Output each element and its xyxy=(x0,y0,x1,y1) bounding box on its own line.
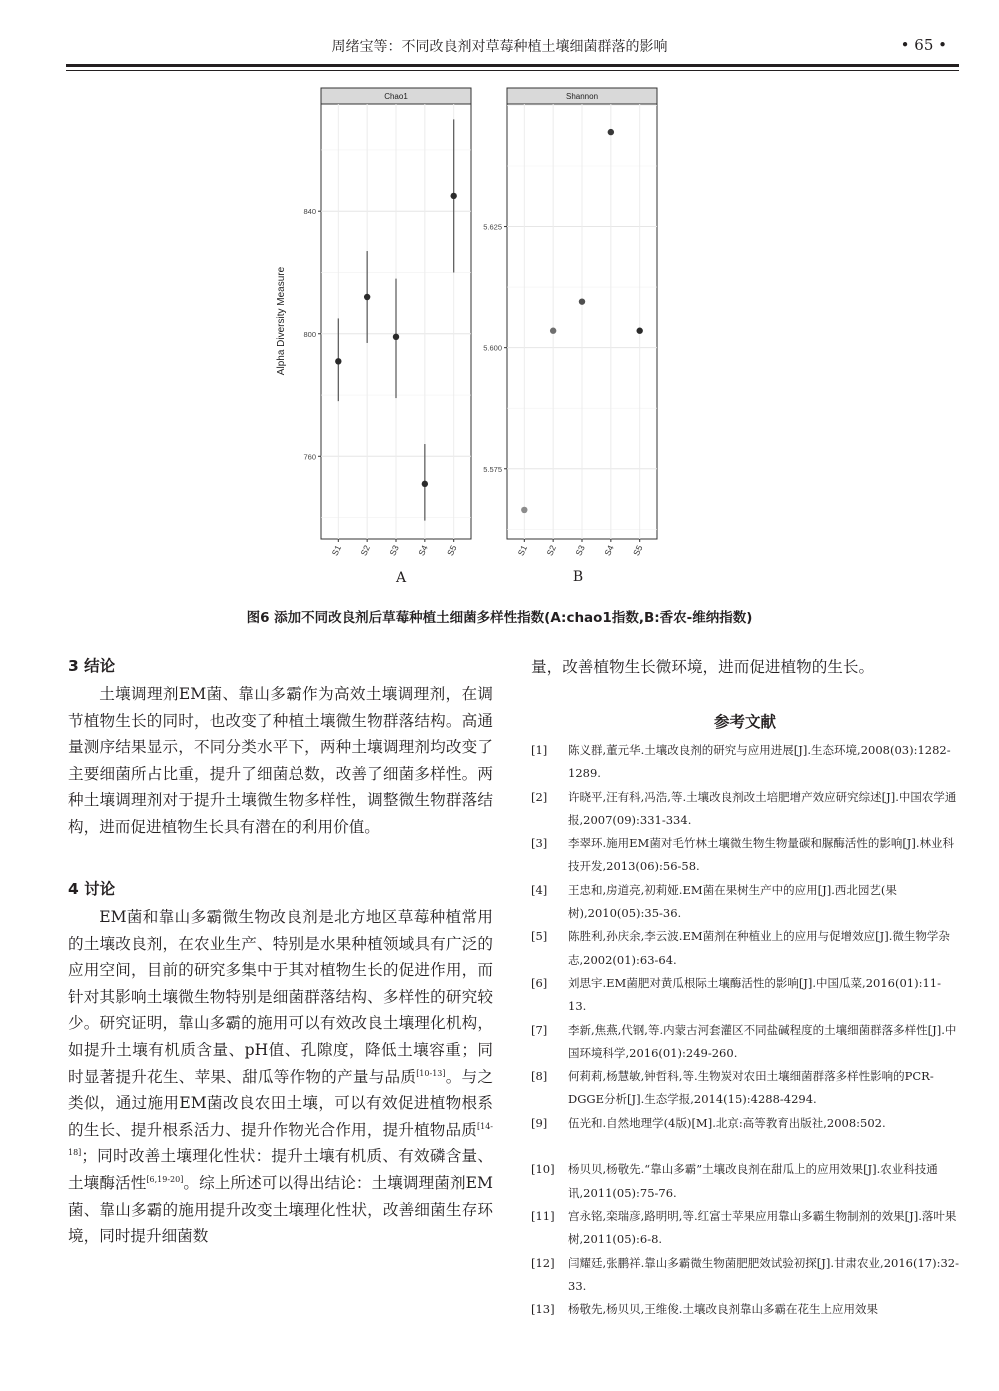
citation: [14-18] xyxy=(68,1121,493,1158)
panel-b-shannon xyxy=(483,88,657,557)
reference-text: 何莉莉,杨慧敏,钟哲科,等.生物炭对农田土壤细菌群落多样性影响的PCR-DGGE分析[J].生态学报,2014(15):4288-4294. xyxy=(568,1069,934,1107)
x-tick-label: S3 xyxy=(573,543,587,558)
x-tick-label: S2 xyxy=(358,543,372,558)
reference-item xyxy=(531,1112,959,1159)
data-point xyxy=(521,507,527,513)
discussion-continuation: 量，改善植物生长微环境，进而促进植物的生长。 xyxy=(531,658,875,676)
panel-a-label: A xyxy=(395,570,407,586)
data-point xyxy=(608,129,614,135)
y-axis-label: Alpha Diversity Measure xyxy=(276,266,287,376)
x-tick-label: S5 xyxy=(631,543,645,558)
discussion-text-4: 。综上所述可以得出结论：土壤调理菌剂EM菌、靠山多霸的施用提升改变土壤理化性状，改善细菌生存环境，同时提升细菌数 xyxy=(68,1173,493,1246)
y-tick-label: 5.625 xyxy=(483,222,502,232)
data-point xyxy=(364,294,370,300)
reference-item xyxy=(531,739,959,786)
y-tick-label: 760 xyxy=(303,452,316,462)
reference-item xyxy=(531,1298,959,1345)
reference-item xyxy=(531,1065,959,1112)
reference-item xyxy=(531,1158,959,1205)
reference-text: 闫耀廷,张鹏祥.靠山多霸微生物菌肥肥效试验初探[J].甘肃农业,2016(17):32-33. xyxy=(568,1255,959,1293)
reference-text: 许晓平,汪有科,冯浩,等.土壤改良剂改土培肥增产效应研究综述[J].中国农学通报,2007(09):331-334. xyxy=(568,789,957,827)
reference-number: [5] xyxy=(531,929,548,944)
reference-number: [9] xyxy=(531,1115,548,1130)
reference-number: [6] xyxy=(531,975,548,990)
reference-text: 陈胜利,孙庆余,李云波.EM菌剂在种植业上的应用与促增效应[J].微生物学杂志,2002(01):63-64. xyxy=(568,929,950,967)
discussion-text-1: EM菌和靠山多霸微生物改良剂是北方地区草莓种植常用的土壤改良剂，在农业生产、特别是水果种植领域具有广泛的应用空间，目前的研究多集中于其对植物生长的促进作用，而针对其影响土壤微生物特别是细菌群落结构、多样性的研究较少。研究证明，靠山多霸的施用可以有效改良土壤理化机构，如提升土壤有机质含量、pH值、孔隙度，降低土壤容重；同时显著提升花生、苹果、甜瓜等作物的产量与品质 xyxy=(68,908,493,1086)
facet-strip-title: Chao1 xyxy=(384,92,408,101)
reference-number: [7] xyxy=(531,1022,548,1037)
reference-number: [10] xyxy=(531,1162,555,1177)
y-tick-label: 5.575 xyxy=(483,464,502,474)
conclusion-paragraph: 土壤调理剂EM菌、靠山多霸作为高效土壤调理剂，在调节植物生长的同时，也改变了种植土壤微生物群落结构。高通量测序结果显示，不同分类水平下，两种土壤调理剂均改变了主要细菌所占比重，提升了细菌总数，改善了细菌多样性。两种土壤调理剂对于提升土壤微生物多样性，调整微生物群落结构，进而促进植物生长具有潜在的利用价值。 xyxy=(68,685,493,836)
x-tick-label: S5 xyxy=(445,543,459,558)
reference-text: 伍光和.自然地理学(4版)[M].北京:高等教育出版社,2008:502. xyxy=(568,1115,886,1130)
data-point xyxy=(393,334,399,340)
data-point xyxy=(550,328,556,334)
y-tick-label: 5.600 xyxy=(483,343,502,353)
reference-number: [3] xyxy=(531,836,548,851)
reference-item xyxy=(531,972,959,1019)
reference-number: [1] xyxy=(531,743,548,757)
x-tick-label: S1 xyxy=(329,543,344,558)
figure-caption: 图6 添加不同改良剂后草莓种植土细菌多样性指数(A:chao1指数,B:香农-维纳指数) xyxy=(246,610,753,626)
data-point xyxy=(579,298,585,304)
reference-number: [12] xyxy=(531,1255,555,1270)
reference-text: 王忠和,房道亮,初莉娅.EM菌在果树生产中的应用[J].西北园艺(果树),2010(05):35-36. xyxy=(568,882,897,921)
reference-number: [8] xyxy=(531,1069,548,1084)
panel-a-chao1 xyxy=(303,88,471,557)
reference-text: 陈义群,董元华.土壤改良剂的研究与应用进展[J].生态环境,2008(03):1282-1289. xyxy=(568,743,951,781)
reference-text: 杨敬先,杨贝贝,王维俊.土壤改良剂靠山多霸在花生上应用效果 xyxy=(568,1302,878,1317)
figure-6-alpha-diversity xyxy=(262,84,682,594)
discussion-paragraph xyxy=(68,904,493,1250)
discussion-text-3: ；同时改善土壤理化性状：提升土壤有机质、有效磷含量、土壤酶活性 xyxy=(68,1147,493,1192)
reference-text: 宫永铭,栾瑞彦,路明明,等.红富士苹果应用靠山多霸生物制剂的效果[J].落叶果树,2011(05):6-8. xyxy=(568,1208,957,1247)
reference-item xyxy=(531,1252,959,1299)
reference-text: 刘思宇.EM菌肥对黄瓜根际土壤酶活性的影响[J].中国瓜菜,2016(01):11-13. xyxy=(568,975,941,1014)
reference-number: [13] xyxy=(531,1302,555,1317)
header-rule-thin xyxy=(66,70,959,71)
data-point xyxy=(335,358,341,364)
reference-text: 李新,焦燕,代钢,等.内蒙古河套灌区不同盐碱程度的土壤细菌群落多样性[J].中国环境科学,2016(01):249-260. xyxy=(568,1022,957,1060)
y-tick-label: 840 xyxy=(303,207,316,217)
reference-item xyxy=(531,1205,959,1252)
x-tick-label: S4 xyxy=(602,543,616,558)
reference-item xyxy=(531,1019,959,1066)
reference-item xyxy=(531,786,959,833)
references-list xyxy=(531,739,959,1345)
references-heading: 参考文献 xyxy=(713,713,776,731)
reference-item xyxy=(531,925,959,972)
x-tick-label: S3 xyxy=(387,543,401,558)
x-tick-label: S2 xyxy=(544,543,558,558)
reference-text: 杨贝贝,杨敬先.“靠山多霸”土壤改良剂在甜瓜上的应用效果[J].农业科技通讯,2011(05):75-76. xyxy=(568,1162,938,1200)
y-tick-label: 800 xyxy=(303,329,316,339)
data-point xyxy=(450,193,456,199)
reference-number: [11] xyxy=(531,1208,555,1223)
reference-item xyxy=(531,879,959,926)
header-rule-thick xyxy=(66,64,959,67)
section-heading-discussion: 4 讨论 xyxy=(68,880,116,898)
reference-item xyxy=(531,832,959,879)
x-tick-label: S4 xyxy=(416,543,430,558)
x-tick-label: S1 xyxy=(515,543,530,558)
reference-number: [2] xyxy=(531,789,548,804)
facet-strip-title: Shannon xyxy=(565,92,599,101)
discussion-text-2: 。与之类似，通过施用EM菌改良农田土壤，可以有效促进植物根系的生长、提升根系活力、提升作物光合作用，提升植物品质 xyxy=(68,1067,493,1139)
running-header-title: 周绪宝等：不同改良剂对草莓种植土壤细菌群落的影响 xyxy=(331,39,668,55)
citation: [10-13] xyxy=(416,1068,446,1078)
reference-number: [4] xyxy=(531,882,548,897)
page-number: • 65 • xyxy=(900,36,947,54)
section-heading-conclusion: 3 结论 xyxy=(68,657,116,675)
panel-b-label: B xyxy=(572,569,584,585)
data-point xyxy=(422,481,428,487)
data-point xyxy=(636,328,642,334)
reference-text: 李翠环.施用EM菌对毛竹林土壤微生物生物量碳和脲酶活性的影响[J].林业科技开发,2013(06):56-58. xyxy=(568,836,955,874)
citation: [6,19-20] xyxy=(146,1174,184,1184)
